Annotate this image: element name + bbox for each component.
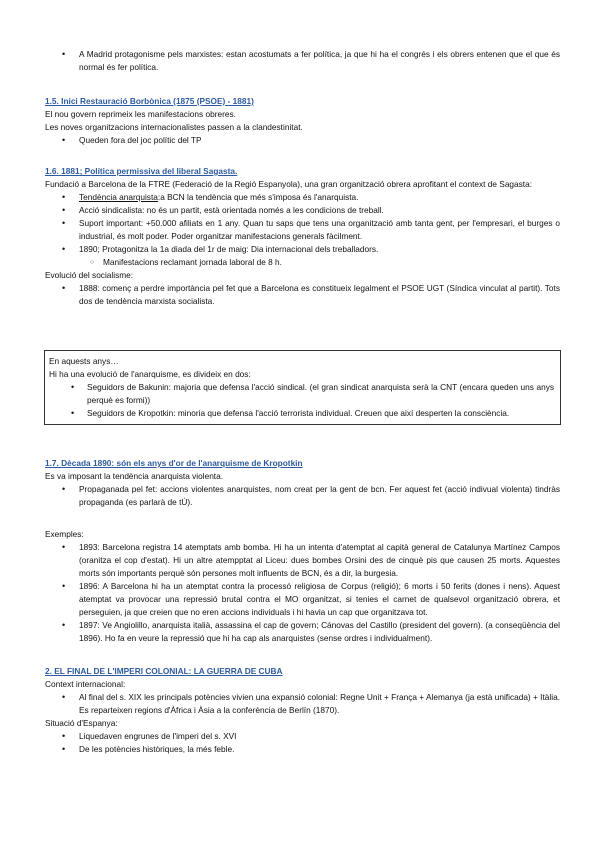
sub-list-item: ○ Manifestacions reclamant jornada laboral de 8 h. — [45, 256, 560, 269]
paragraph: El nou govern reprimeix les manifestacions obreres. — [45, 109, 236, 119]
section-heading: 1.6. 1881; Política permissiva del liberal Sagasta. — [45, 166, 238, 176]
section-heading: 2. EL FINAL DE L'IMPERI COLONIAL: LA GUERRA DE CUBA — [45, 666, 283, 676]
list-item: • 1888: començ a perdre importància pel fet que a Barcelona es constitueix legalment el PSOE UGT (Síndica vinculat al partit). Tots dos de tendència marxista socialista. — [45, 282, 560, 308]
list-item — [45, 191, 560, 204]
section-2 — [45, 665, 560, 756]
term-label: Tendència anarquista — [79, 192, 158, 202]
section-1-7 — [45, 457, 560, 509]
list-item: • 1896: A Barcelona hi ha un atemptat contra la processó religiosa de Corpus (religió); 6 morts i 50 ferits (dones i nens). Aquest atemptat va provocar una repressió brutal contra el MO organitzat, si tenies el carnet de qualsevol organització obrera, et perseguien, ja que creien que no eren accions individuals i hi havia un cap que organitzava tot. — [45, 580, 560, 619]
list-item: • Queden fora del joc polític del TP — [45, 134, 560, 147]
term-text: :a BCN la tendència que més s'imposa és l'anarquista. — [157, 192, 359, 202]
paragraph: Hi ha una evolució de l'anarquisme, es divideix en dos: — [49, 369, 251, 379]
section-1-5 — [45, 95, 560, 147]
paragraph: Es va imposant la tendència anarquista violenta. — [45, 471, 224, 481]
paragraph: Les noves organitzacions internacionalistes passen a la clandestinitat. — [45, 122, 303, 132]
list-item: • Propaganada pel fet: accions violentes anarquistes, nom creat per la gent de bcn. Fer aquest fet (acció indivual violenta) tindràs propaganda (es parlarà de tÚ). — [45, 483, 560, 509]
list-item: • 1890; Protagonitza la 1a diada del 1r de maig: Dia internacional dels treballadors. — [45, 243, 560, 256]
list-item: • A Madrid protagonisme pels marxistes: estan acostumats a fer política, ja que hi ha el congrés i els obrers entenen que el que és normal és fer política. — [45, 48, 560, 74]
section-heading: 1.5. Inici Restauració Borbònica (1875 (PSOE) - 1881) — [45, 96, 254, 106]
paragraph: Fundació a Barcelona de la FTRE (Federació de la Regió Espanyola), una gran organització obrera aprofitant el context de Sagasta: — [45, 179, 533, 189]
section-heading: 1.7. Dècada 1890: són els anys d'or de l'anarquisme de Kropotkin — [45, 458, 303, 468]
paragraph: Evolució del socialisme: — [45, 270, 134, 280]
intro-section — [45, 48, 560, 74]
paragraph: Situació d'Espanya: — [45, 718, 118, 728]
paragraph: Exemples: — [45, 529, 84, 539]
anarchism-info-box — [44, 350, 561, 425]
examples-section — [45, 528, 560, 645]
paragraph: En aquests anys… — [49, 356, 119, 366]
list-item: • Liquedaven engrunes de l'imperi del s. XVI — [45, 730, 560, 743]
paragraph: Context internacional: — [45, 679, 126, 689]
list-item: • 1893: Barcelona registra 14 atemptats amb bomba. Hi ha un intenta d'atemptat al capità general de Catalunya Martínez Campos (oranitza el cop d'estat). Hi un altre atempptat al Liceu: dues bombes Orsini des de cinquè pis que causen 25 morts. Aquestes morts són importants perquè són persones molt influents de BCN, és a dir, la burgesia. — [45, 541, 560, 580]
section-1-6 — [45, 165, 560, 308]
list-item: • Seguidors de Kropotkin: minoria que defensa l'acció terrorista individual. Creuen que així desperten la consciència. — [49, 407, 554, 420]
list-item: • Acció sindicalista: no és un partit, està orientada només a les condicions de treball. — [45, 204, 560, 217]
list-item: • 1897: Ve Angiolillo, anarquista italià, assassina el cap de govern; Cánovas del Castillo (president del govern). (a conseqüència del 1896). Ho fa en veure la repressió que hi ha cap als anarquistes (sense ordres i individualment). — [45, 619, 560, 645]
list-item: • Al final del s. XIX les principals potències vivien una expansió colonial: Regne Unit + França + Alemanya (ja està unificada) + Itàlia. Es reparteixen regions d'Àfrica i Àsia a la conferència de Berlín (1870). — [45, 691, 560, 717]
list-item: • De les potències històriques, la més feble. — [45, 743, 560, 756]
list-item: • Suport important: +50.000 afiliats en 1 any. Quan tu saps que tens una organització amb tanta gent, per l'empresari, el burges o industrial, és molt poder. Poder organitzar manifestacions generals fàcilment. — [45, 217, 560, 243]
list-item: • Seguidors de Bakunin: majoria que defensa l'acció sindical. (el gran sindicat anarquista serà la CNT (encara queden uns anys perquè es formi)) — [49, 381, 554, 407]
